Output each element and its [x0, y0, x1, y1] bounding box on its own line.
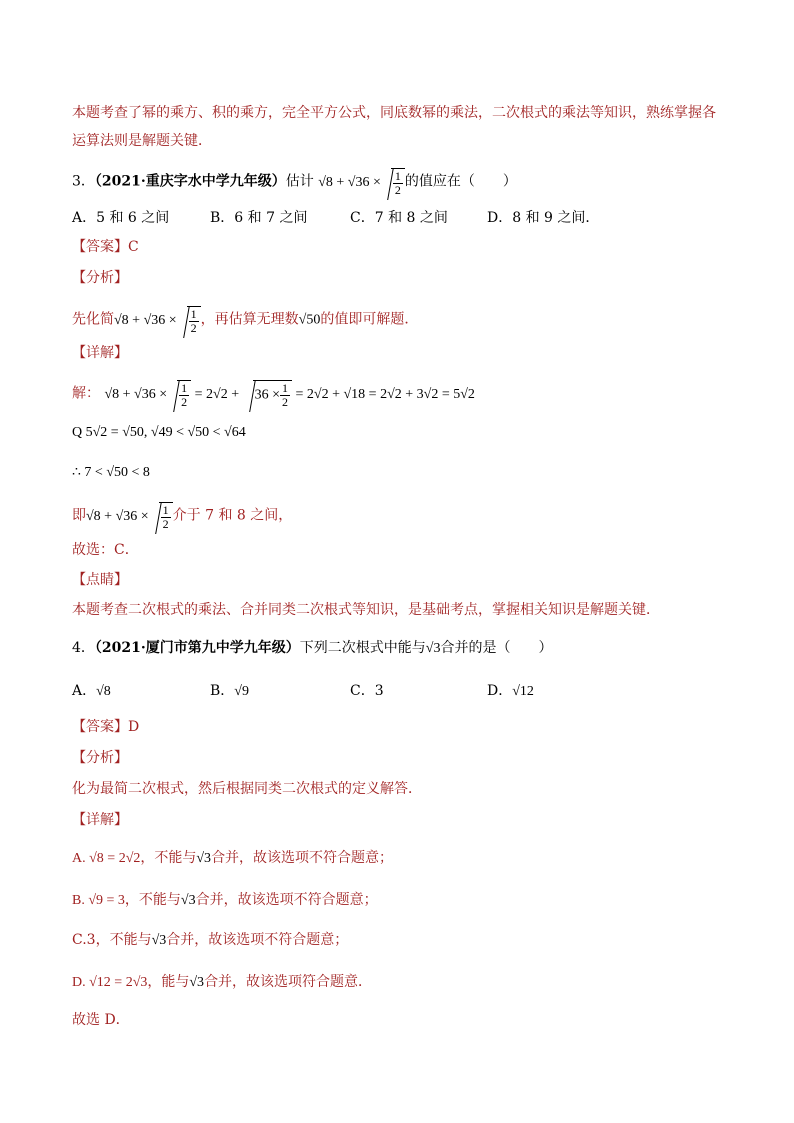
q3-stem — [72, 168, 517, 197]
q3-answer-value: C — [128, 239, 139, 255]
q4-detail-c: C.3，不能与√3合并，故该选项不符合题意； — [72, 932, 349, 948]
q4-source: （2021·厦门市第九中学九年级） — [94, 640, 300, 656]
q3-solution-line-1: 解： √8 + √36 × $\frac{1}{2}$ = 2√2 + 36 × $\frac{1}{2}$ = 2√2 + √18 = 2√2 + 3√2 = 5√2 — [72, 380, 475, 409]
intro-line-1: 本题考查了幂的乘方、积的乘方，完全平方公式，同底数幂的乘法，二次根式的乘法等知识，熟练掌握各 — [72, 105, 716, 121]
sqrt-half: $\frac{1}{2}$ — [381, 168, 405, 197]
q4-answer-value: D — [128, 719, 140, 735]
q4-stem: 4．（2021·厦门市第九中学九年级）下列二次根式中能与√3合并的是（ ） — [72, 640, 553, 656]
q3-answer: 【答案】C — [72, 239, 139, 255]
q4-detail-b: B. √9 = 3，不能与√3合并，故该选项不符合题意； — [72, 892, 378, 908]
q3-analysis-label: 【分析】 — [72, 270, 128, 286]
q4-answer: 【答案】D — [72, 719, 140, 735]
q4-option-b: B．√9 — [210, 683, 249, 699]
q3-option-c: C．7 和 8 之间 — [350, 210, 448, 226]
q4-number: 4． — [72, 640, 95, 656]
intro-line-2: 运算法则是解题关键． — [72, 133, 212, 149]
q3-option-d: D．8 和 9 之间． — [487, 210, 600, 226]
q3-expression: √8 + √36 × $\frac{1}{2}$ — [318, 175, 405, 190]
q3-analysis: 先化简√8 + √36 × $\frac{1}{2}$ ，再估算无理数√50的值即可解题． — [72, 306, 418, 335]
q4-option-c: C．3 — [350, 683, 384, 699]
q3-choose: 故选：C． — [72, 542, 139, 558]
q4-detail-label: 【详解】 — [72, 812, 128, 828]
q3-option-a: A．5 和 6 之间 — [72, 210, 170, 226]
q4-analysis-label: 【分析】 — [72, 750, 128, 766]
q4-choose: 故选 D． — [72, 1012, 130, 1028]
q4-detail-d: D. √12 = 2√3，能与√3合并，故该选项符合题意． — [72, 974, 373, 990]
q3-solution-line-2: Q 5√2 = √50, √49 < √50 < √64 — [72, 425, 246, 440]
q3-solution-line-4: 即√8 + √36 × $\frac{1}{2}$ 介于 7 和 8 之间， — [72, 502, 292, 531]
q3-comment: 本题考查二次根式的乘法、合并同类二次根式等知识，是基础考点，掌握相关知识是解题关键． — [72, 602, 660, 618]
q4-option-d: D．√12 — [487, 683, 534, 699]
q3-solution-line-3: ∴ 7 < √50 < 8 — [72, 465, 150, 480]
q3-stem-suffix: 的值应在（ ） — [404, 173, 517, 190]
q4-analysis: 化为最简二次根式，然后根据同类二次根式的定义解答． — [72, 781, 422, 797]
q4-option-a: A．√8 — [72, 683, 111, 699]
q3-source: （2021·重庆字水中学九年级） — [94, 173, 286, 190]
q3-detail-label: 【详解】 — [72, 345, 128, 361]
q3-number: 3． — [72, 173, 95, 190]
q3-stem-prefix: 估计 — [285, 173, 314, 190]
q3-comment-label: 【点睛】 — [72, 572, 128, 588]
q3-option-b: B．6 和 7 之间 — [210, 210, 308, 226]
q4-detail-a: A. √8 = 2√2，不能与√3合并，故该选项不符合题意； — [72, 850, 394, 866]
